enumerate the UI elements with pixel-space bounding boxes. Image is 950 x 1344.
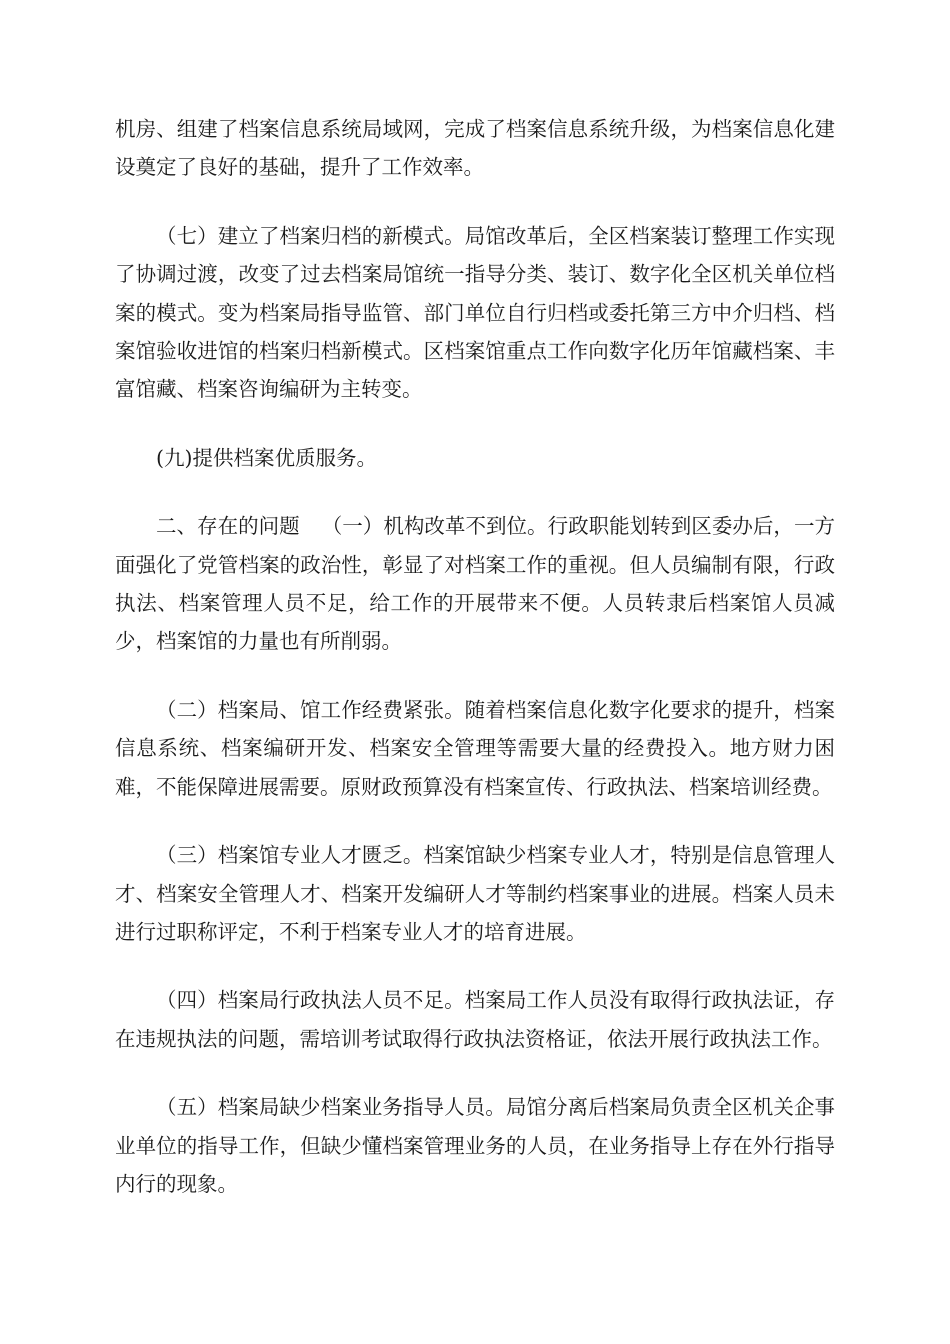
paragraph-text: （二）档案局、馆工作经费紧张。随着档案信息化数字化要求的提升，档案信息系统、档案编研开发、档案安全管理等需要大量的经费投入。地方财力困难，不能保障进展需要。原财政预算没有档案宣传、行政执法、档案培训经费。 [115,697,835,799]
paragraph-problems-5 [115,1088,835,1203]
paragraph-text: （四）档案局行政执法人员不足。档案局工作人员没有取得行政执法证，存在违规执法的问题，需培训考试取得行政执法资格证，依法开展行政执法工作。 [115,988,835,1051]
document-body [115,110,835,1233]
paragraph-problems-2 [115,691,835,806]
paragraph-continuation [115,110,835,187]
paragraph-problems-3 [115,836,835,951]
paragraph-section-7 [115,217,835,409]
paragraph-problems-1 [115,507,835,661]
paragraph-text: （三）档案馆专业人才匮乏。档案馆缺少档案专业人才，特别是信息管理人才、档案安全管理人才、档案开发编研人才等制约档案事业的进展。档案人员未进行过职称评定，不利于档案专业人才的培育进展。 [115,843,835,944]
paragraph-text: （一）机构改革不到位。行政职能划转到区委办后，一方面强化了党管档案的政治性，彰显了对档案工作的重视。但人员编制有限，行政执法、档案管理人员不足，给工作的开展带来不便。人员转隶后档案馆人员减少，档案馆的力量也有所削弱。 [115,514,835,654]
paragraph-text: （五）档案局缺少档案业务指导人员。局馆分离后档案局负责全区机关企事业单位的指导工作，但缺少懂档案管理业务的人员，在业务指导上存在外行指导内行的现象。 [115,1095,835,1196]
paragraph-text: (九)提供档案优质服务。 [156,445,377,470]
section-heading: 二、存在的问题 [156,514,300,539]
paragraph-problems-4 [115,981,835,1058]
paragraph-section-9 [115,439,835,477]
paragraph-text: （七）建立了档案归档的新模式。局馆改革后，全区档案装订整理工作实现了协调过渡，改变了过去档案局馆统一指导分类、装订、数字化全区机关单位档案的模式。变为档案局指导监管、部门单位自行归档或委托第三方中介归档、档案馆验收进馆的档案归档新模式。区档案馆重点工作向数字化历年馆藏档案、丰富馆藏、档案咨询编研为主转变。 [115,223,835,402]
paragraph-text: 机房、组建了档案信息系统局域网，完成了档案信息系统升级，为档案信息化建设奠定了良好的基础，提升了工作效率。 [115,117,835,180]
